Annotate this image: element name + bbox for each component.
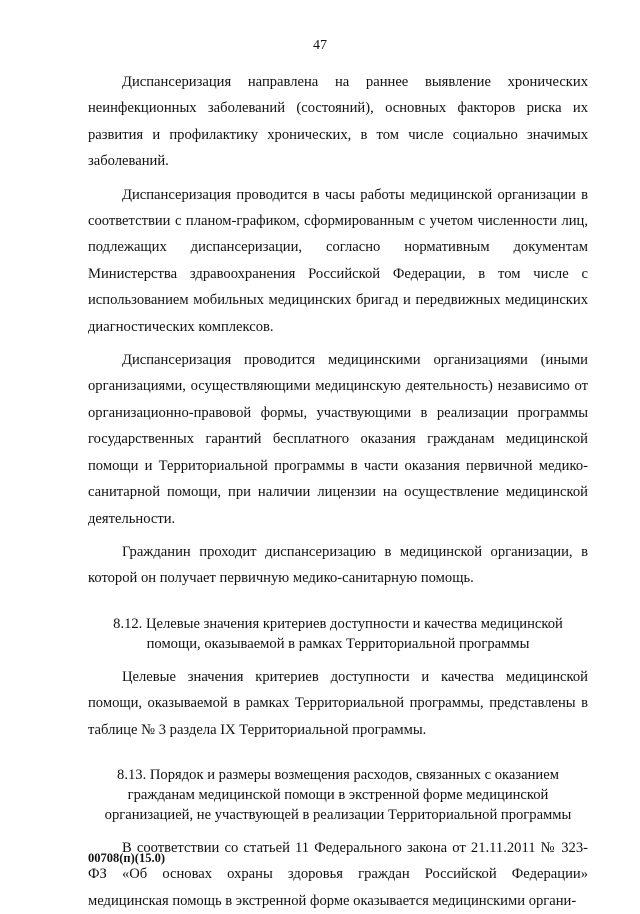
paragraph-dispensary-organizations: Диспансеризация проводится медицинскими организациями (иными организациями, осуществляющими медицинскую деятельность) независимо от организационно-правовой формы, участвующими в реализации программы государственных гарантий бесплатного оказания гражданам медицинской помощи и Территориальной программы в части оказания первичной медико-санитарной помощи, при наличии лицензии на осуществление медицинской деятельности. [88, 352, 588, 527]
paragraph-target-values: Целевые значения критериев доступности и качества медицинской помощи, оказываемой в рамках Территориальной программы, представлены в таблице № 3 раздела IX Территориальной программы. [88, 668, 588, 738]
paragraph-emergency-care-law: В соответствии со статьей 11 Федерального закона от 21.11.2011 № 323-ФЗ «Об основах охраны здоровья граждан Российской Федерации» медицинская помощь в экстренной форме оказывается медицинскими органи- [88, 839, 588, 909]
document-code: 00708(п)(15.0) [88, 851, 165, 865]
section-heading-8-12: 8.12. Целевые значения критериев доступности и качества медицинской помощи, оказываемой в рамках Территориальной программы [113, 615, 563, 652]
paragraph-citizen-dispensary: Гражданин проходит диспансеризацию в медицинской организации, в которой он получает первичную медико-санитарную помощь. [88, 543, 588, 587]
paragraph-dispensary-schedule: Диспансеризация проводится в часы работы медицинской организации в соответствии с планом-графиком, сформированным с учетом численности лиц, подлежащих диспансеризации, согласно нормативным документам Министерства здравоохранения Российской Федерации, в том числе с использованием мобильных медицинских бригад и передвижных медицинских диагностических комплексов. [88, 186, 588, 335]
page-number: 47 [313, 38, 327, 53]
section-heading-8-13: 8.13. Порядок и размеры возмещения расходов, связанных с оказанием гражданам медицинской помощи в экстренной форме медицинской организацией, не участвующей в реализации Территориальной программы [104, 766, 572, 823]
paragraph-dispensary-purpose: Диспансеризация направлена на раннее выявление хронических неинфекционных заболеваний (состояний), основных факторов риска их развития и профилактику хронических, в том числе социально значимых заболеваний. [88, 74, 588, 170]
document-body [88, 69, 588, 914]
